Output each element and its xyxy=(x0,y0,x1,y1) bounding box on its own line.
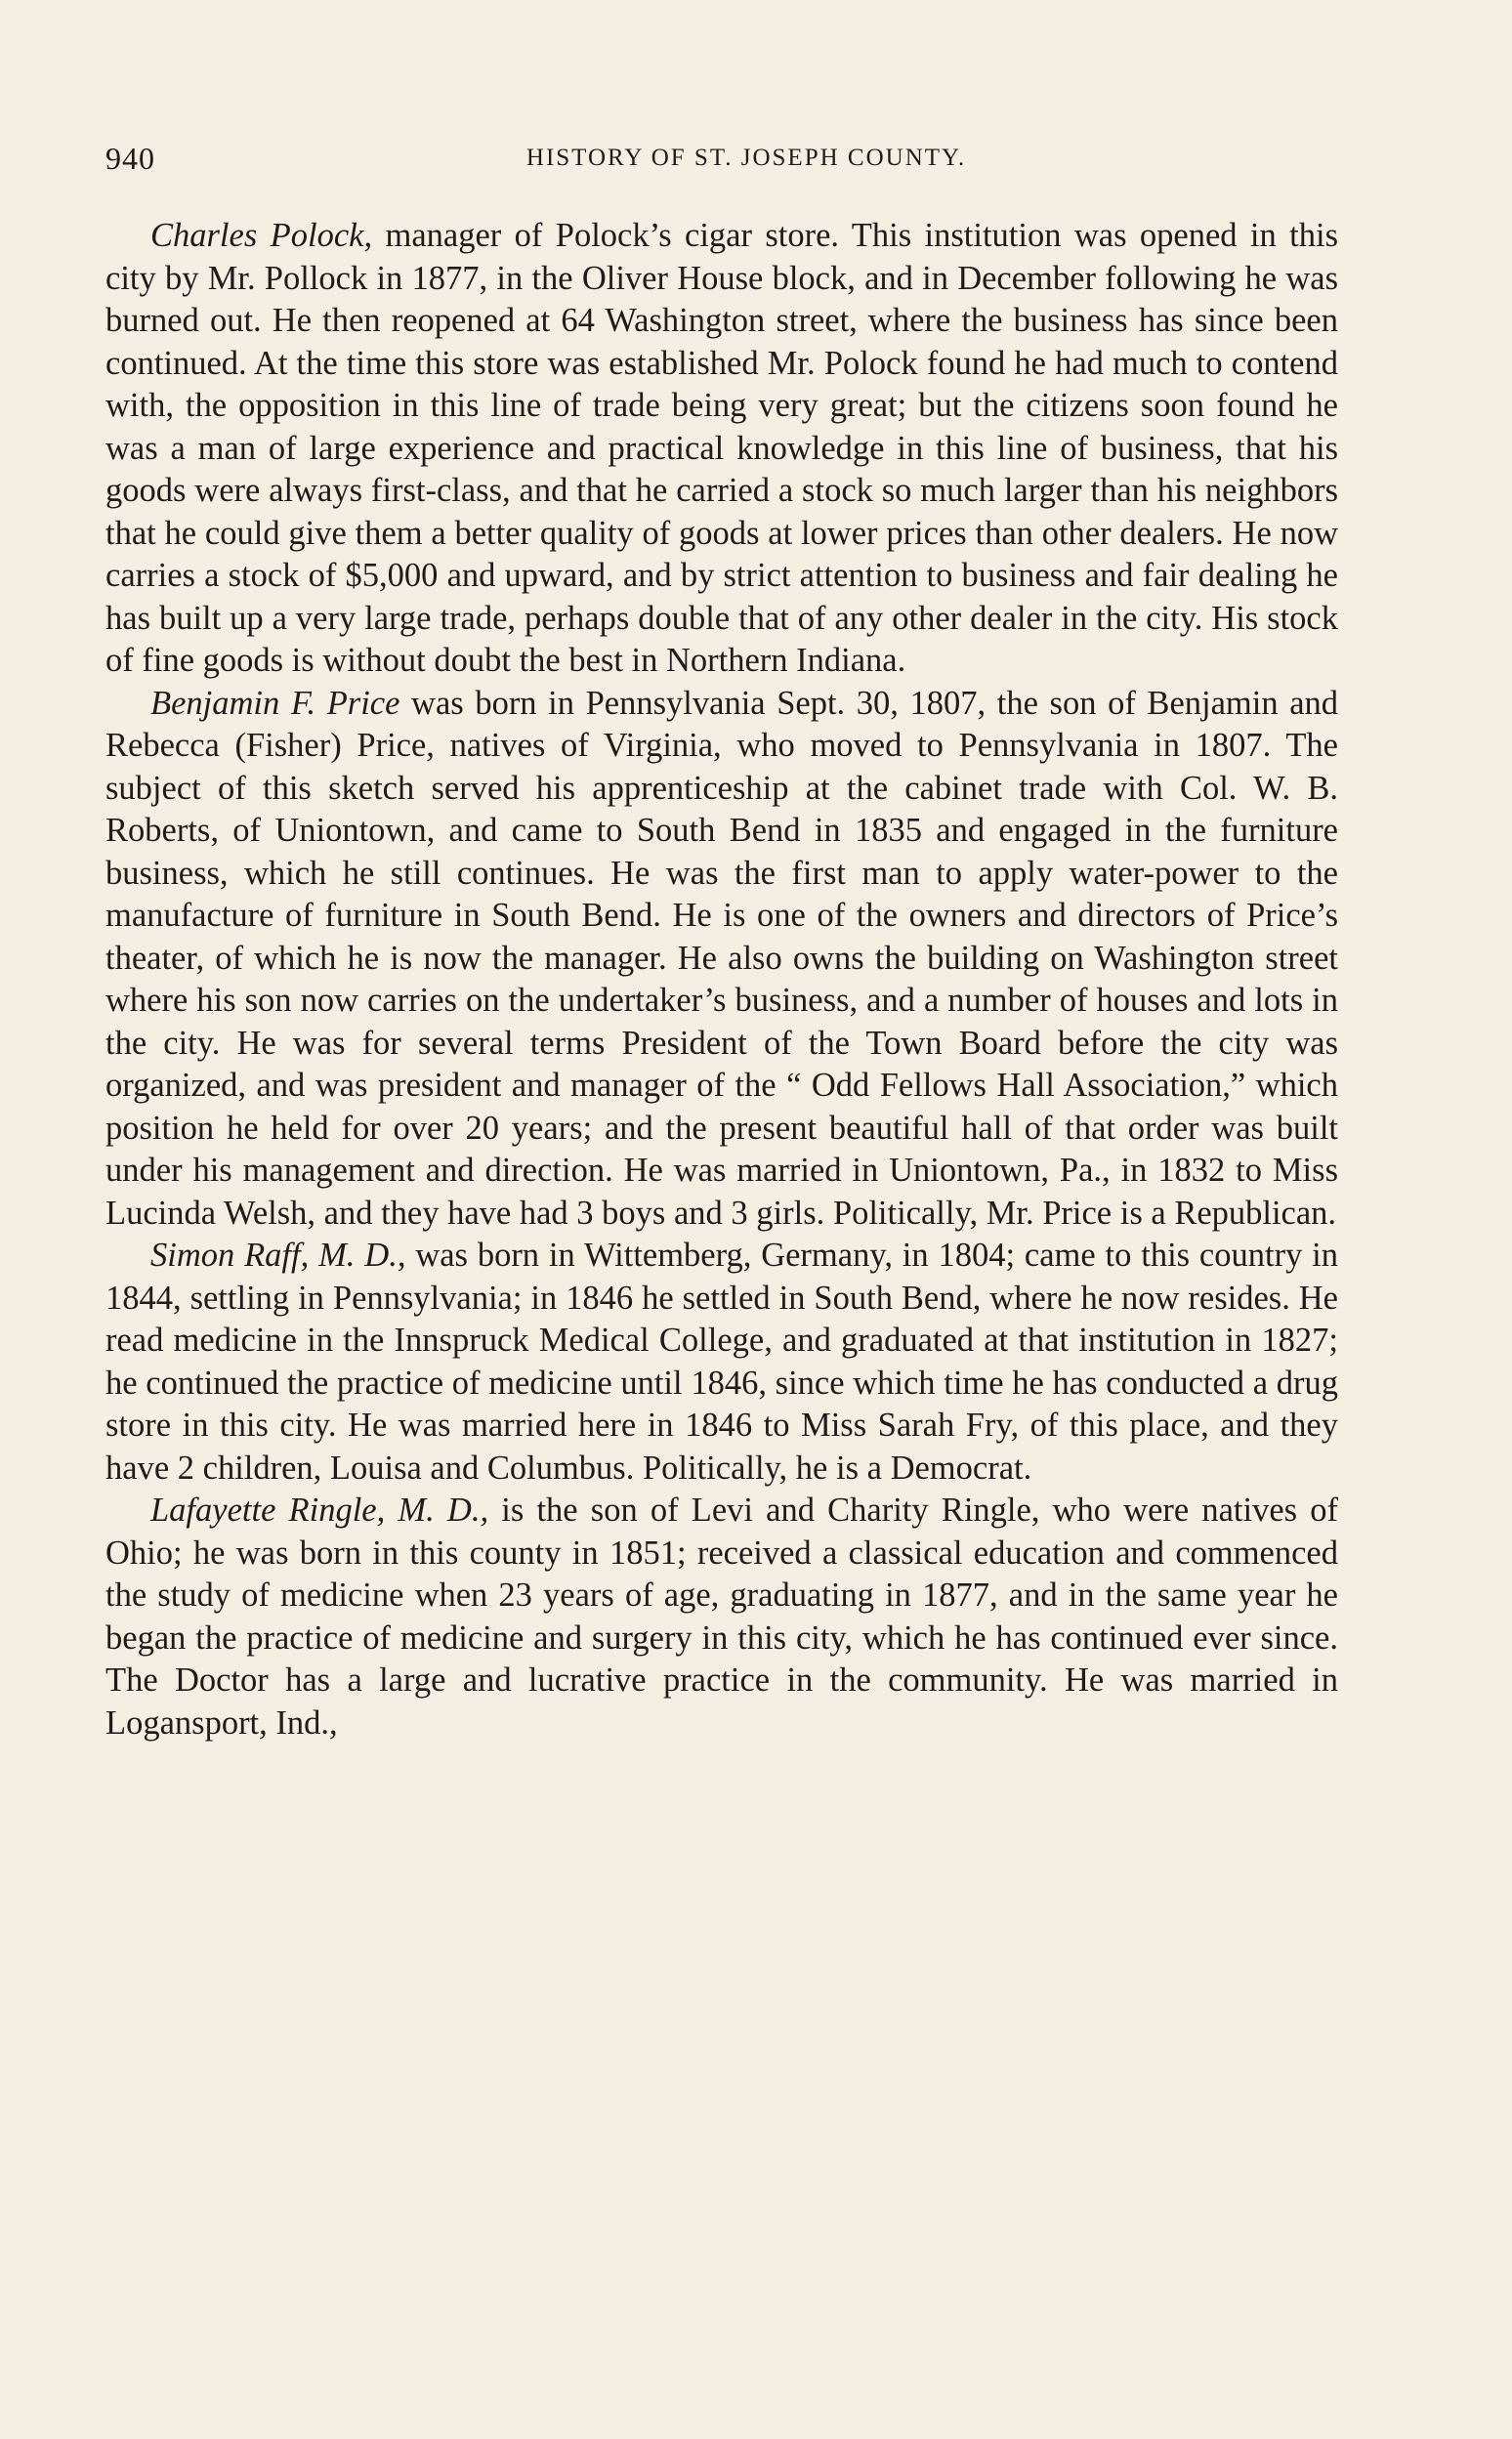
text-body xyxy=(105,215,1338,1745)
entry-name: Benjamin F. Price xyxy=(150,684,400,722)
entry-ringle xyxy=(105,1490,1338,1745)
entry-text: is the son of Levi and Charity Ringle, who were natives of Ohio; he was born in this county in 1851; received a classical education and commenced the study of medicine when 23 years of age, graduating in 1877, and in the same year he began the practice of medicine and surgery in this city, which he has continued ever since. The Doctor has a large and lucrative practice in the community. He was married in Logansport, Ind., xyxy=(105,1492,1339,1742)
running-title: HISTORY OF ST. JOSEPH COUNTY. xyxy=(525,145,967,171)
entry-polock xyxy=(105,215,1338,683)
page-number: 940 xyxy=(105,141,155,176)
entry-name: Lafayette Ringle, M. D., xyxy=(150,1492,489,1529)
entry-name: Simon Raff, M. D., xyxy=(150,1237,406,1274)
entry-raff xyxy=(105,1235,1338,1490)
running-head xyxy=(105,137,1358,180)
entry-price xyxy=(105,683,1338,1236)
entry-text: was born in Pennsylvania Sept. 30, 1807, the son of Benjamin and Rebecca (Fisher) Price, natives of Virginia, who moved to Pennsylvania in 1807. The subject of this sketch served his apprenticeship at the cabinet trade with Col. W. B. Roberts, of Uniontown, and came to South Bend in 1835 and engaged in the furniture business, which he still continues. He was the first man to apply water-power to the manufacture of furniture in South Bend. He is one of the owners and directors of Price’s theater, of which he is now the manager. He also owns the building on Washington street where his son now carries on the undertaker’s business, and a number of houses and lots in the city. He was for several terms President of the Town Board before the city was organized, and was president and manager of the “ Odd Fellows Hall Association,” which position he held for over 20 years; and the present beautiful hall of that order was built under his management and direction. He was married in Uniontown, Pa., in 1832 to Miss Lucinda Welsh, and they have had 3 boys and 3 girls. Politically, Mr. Price is a Republican. xyxy=(105,684,1339,1232)
entry-text: manager of Polock’s cigar store. This institution was opened in this city by Mr. Pollock in 1877, in the Oliver House block, and in December following he was burned out. He then reopened at 64 Washington street, where the business has since been continued. At the time this store was established Mr. Polock found he had much to contend with, the opposition in this line of trade being very great; but the citizens soon found he was a man of large experience and practical knowledge in this line of business, that his goods were always first-class, and that he carried a stock so much larger than his neighbors that he could give them a better quality of goods at lower prices than other dealers. He now carries a stock of $5,000 and upward, and by strict attention to business and fair dealing he has built up a very large trade, perhaps double that of any other dealer in the city. His stock of fine goods is without doubt the best in Northern Indiana. xyxy=(105,217,1339,679)
entry-name: Charles Polock, xyxy=(150,217,373,254)
entry-text: was born in Wittemberg, Germany, in 1804; came to this country in 1844, settling in Pennsylvania; in 1846 he settled in South Bend, where he now resides. He read medicine in the Innspruck Medical College, and graduated at that institution in 1827; he continued the practice of medicine until 1846, since which time he has conducted a drug store in this city. He was married here in 1846 to Miss Sarah Fry, of this place, and they have 2 children, Louisa and Columbus. Politically, he is a Democrat. xyxy=(105,1237,1339,1487)
